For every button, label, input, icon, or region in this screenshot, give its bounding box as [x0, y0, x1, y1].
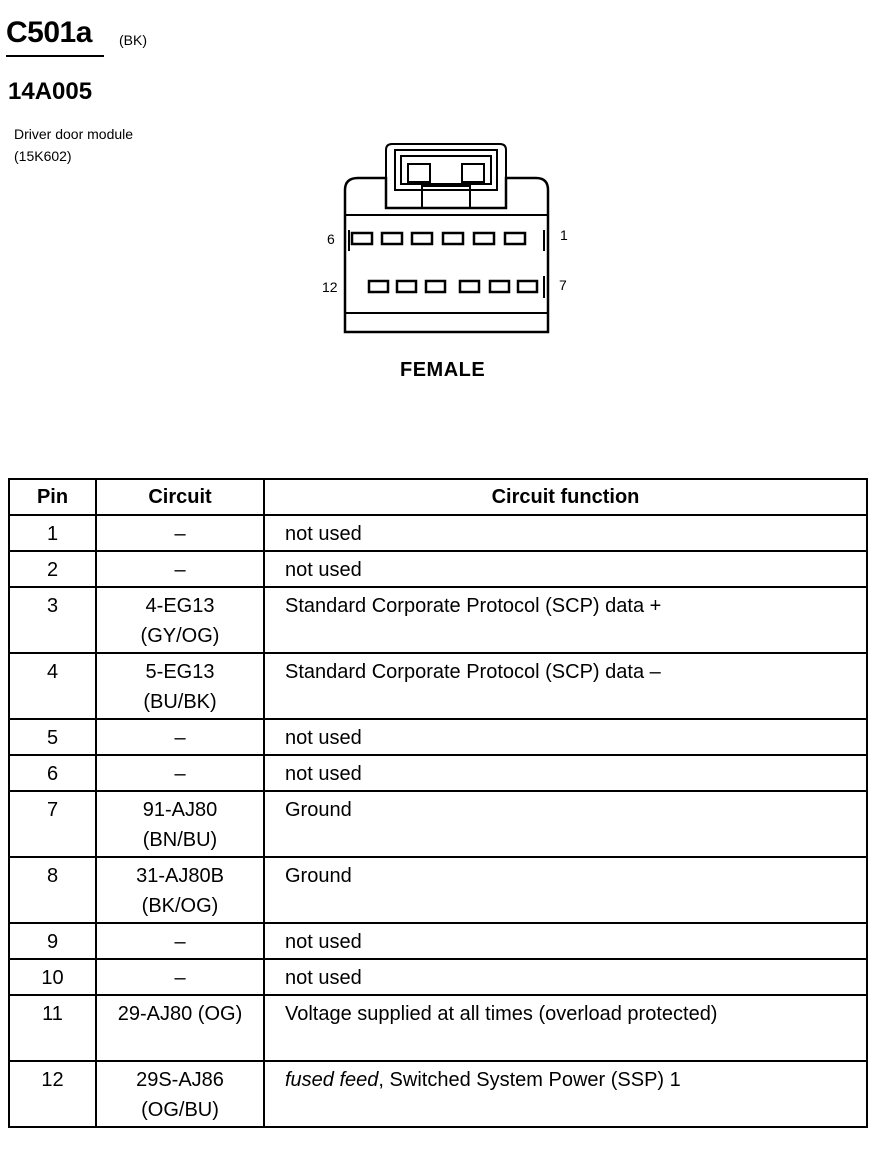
pin-number-cell: 9 — [9, 923, 96, 959]
pin-number-cell: 6 — [9, 755, 96, 791]
circuit-function-text: not used — [285, 967, 362, 989]
circuit-line: 29-AJ80 (OG) — [117, 1003, 243, 1025]
circuit-function-text: Standard Corporate Protocol (SCP) data – — [285, 661, 661, 683]
circuit-line: – — [174, 559, 186, 581]
pin-cavity-1 — [505, 233, 525, 244]
pin-label-bottom-right: 7 — [559, 277, 567, 293]
circuit-cell — [96, 923, 264, 959]
header-pin: Pin — [9, 479, 96, 515]
circuit-function-cell — [264, 959, 867, 995]
pin-label-top-left: 6 — [327, 231, 335, 247]
circuit-function-text: Ground — [285, 799, 352, 821]
pin-number-cell: 3 — [9, 587, 96, 653]
pinout-table-body — [9, 515, 867, 1127]
pin-cavity-3 — [443, 233, 463, 244]
circuit-line: (GY/OG) — [140, 625, 220, 647]
circuit-line: (OG/BU) — [141, 1099, 219, 1121]
pin-row-top — [352, 233, 525, 244]
circuit-cell — [96, 755, 264, 791]
circuit-line: – — [174, 727, 186, 749]
pin-cavity-8 — [490, 281, 509, 292]
pin-number-cell: 1 — [9, 515, 96, 551]
circuit-function-text: Voltage supplied at all times (overload protected) — [285, 1003, 718, 1025]
circuit-cell — [96, 515, 264, 551]
part-number: 14A005 — [8, 78, 93, 105]
table-row — [9, 551, 867, 587]
header-circuit-function: Circuit function — [264, 479, 867, 515]
circuit-line: (BN/BU) — [142, 829, 218, 851]
circuit-function-cell — [264, 515, 867, 551]
pin-number-cell: 11 — [9, 995, 96, 1061]
circuit-function-cell — [264, 1061, 867, 1127]
circuit-function-text: Standard Corporate Protocol (SCP) data + — [285, 595, 662, 617]
circuit-line: 31-AJ80B — [136, 865, 224, 887]
pin-label-bottom-left: 12 — [322, 279, 338, 295]
table-row — [9, 587, 867, 653]
table-row — [9, 1061, 867, 1127]
circuit-line: (BK/OG) — [141, 895, 219, 917]
circuit-function-cell — [264, 653, 867, 719]
table-row — [9, 923, 867, 959]
pin-number-cell: 7 — [9, 791, 96, 857]
circuit-function-text: , Switched System Power (SSP) 1 — [378, 1069, 681, 1091]
pin-cavity-4 — [412, 233, 432, 244]
pin-number-cell: 12 — [9, 1061, 96, 1127]
circuit-function-cell — [264, 719, 867, 755]
circuit-cell — [96, 587, 264, 653]
circuit-function-cell — [264, 755, 867, 791]
table-row — [9, 515, 867, 551]
connector-body — [345, 178, 548, 332]
circuit-line: 4-EG13 — [145, 595, 215, 617]
circuit-cell — [96, 653, 264, 719]
pin-cavity-9 — [460, 281, 479, 292]
table-row — [9, 719, 867, 755]
table-row — [9, 959, 867, 995]
circuit-line: – — [174, 523, 186, 545]
circuit-function-italic: fused feed — [285, 1069, 379, 1091]
table-row — [9, 995, 867, 1061]
circuit-line: 29S-AJ86 — [136, 1069, 224, 1091]
pin-number-cell: 5 — [9, 719, 96, 755]
pin-cavity-12 — [369, 281, 388, 292]
circuit-line: (BU/BK) — [143, 691, 217, 713]
circuit-line: – — [174, 967, 186, 989]
circuit-cell — [96, 995, 264, 1061]
pin-cavity-2 — [474, 233, 494, 244]
connector-latch — [386, 144, 506, 208]
component-part-number: (15K602) — [14, 148, 72, 164]
connector-id-underline — [6, 55, 104, 57]
pin-number-cell: 2 — [9, 551, 96, 587]
connector-face-diagram — [300, 138, 580, 338]
pin-cavity-6 — [352, 233, 372, 244]
pin-label-top-right: 1 — [560, 227, 568, 243]
circuit-cell — [96, 959, 264, 995]
circuit-function-cell — [264, 857, 867, 923]
circuit-line: 91-AJ80 — [142, 799, 218, 821]
circuit-function-text: Ground — [285, 865, 352, 887]
circuit-function-text: not used — [285, 727, 362, 749]
circuit-function-text: not used — [285, 931, 362, 953]
circuit-function-cell — [264, 551, 867, 587]
header-circuit: Circuit — [96, 479, 264, 515]
pin-number-cell: 10 — [9, 959, 96, 995]
circuit-line: – — [174, 931, 186, 953]
circuit-cell — [96, 791, 264, 857]
circuit-function-text: not used — [285, 559, 362, 581]
circuit-cell — [96, 1061, 264, 1127]
circuit-function-text: not used — [285, 523, 362, 545]
table-header-row — [9, 479, 867, 515]
table-row — [9, 755, 867, 791]
circuit-function-text: not used — [285, 763, 362, 785]
pin-row-bottom — [369, 281, 537, 292]
table-row — [9, 857, 867, 923]
connector-id: C501a — [6, 16, 92, 49]
connector-color: (BK) — [119, 32, 147, 48]
circuit-function-cell — [264, 791, 867, 857]
circuit-line: 5-EG13 — [145, 661, 215, 683]
pin-cavity-11 — [397, 281, 416, 292]
table-row — [9, 791, 867, 857]
pin-cavity-10 — [426, 281, 445, 292]
connector-gender-label: FEMALE — [400, 359, 486, 381]
pin-number-cell: 4 — [9, 653, 96, 719]
table-row — [9, 653, 867, 719]
pin-number-cell: 8 — [9, 857, 96, 923]
pinout-table — [8, 478, 868, 1128]
circuit-function-cell — [264, 923, 867, 959]
component-description: Driver door module — [14, 126, 134, 142]
circuit-cell — [96, 551, 264, 587]
circuit-function-cell — [264, 587, 867, 653]
circuit-cell — [96, 857, 264, 923]
pin-cavity-7 — [518, 281, 537, 292]
pin-cavity-5 — [382, 233, 402, 244]
circuit-line: – — [174, 763, 186, 785]
circuit-cell — [96, 719, 264, 755]
circuit-function-cell — [264, 995, 867, 1061]
